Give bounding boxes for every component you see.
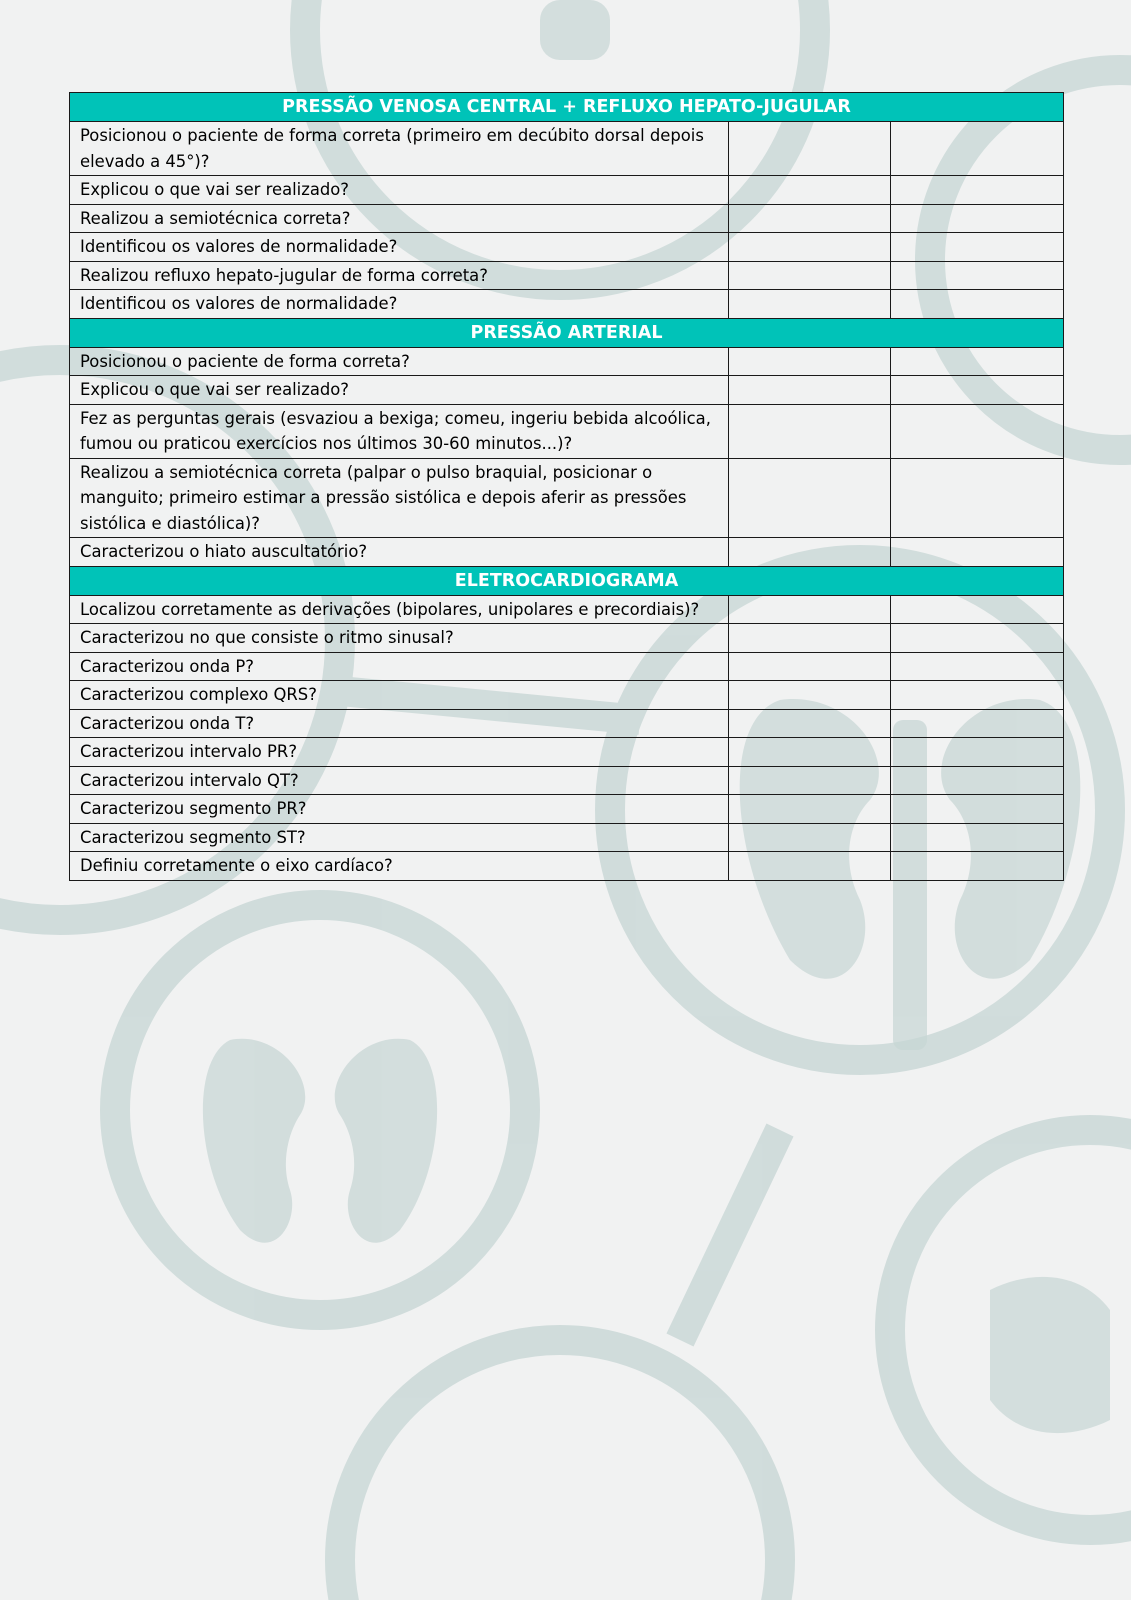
checklist-row (70, 595, 1064, 624)
checklist-row (70, 624, 1064, 653)
checklist-row (70, 681, 1064, 710)
answer-cell[interactable] (729, 176, 891, 205)
answer-cell[interactable] (891, 176, 1064, 205)
checklist-row (70, 738, 1064, 767)
checklist-question: Definiu corretamente o eixo cardíaco? (70, 852, 729, 881)
checklist-row (70, 795, 1064, 824)
answer-cell[interactable] (891, 852, 1064, 881)
answer-cell[interactable] (729, 766, 891, 795)
section-header-row (70, 93, 1064, 122)
answer-cell[interactable] (729, 624, 891, 653)
answer-cell[interactable] (891, 404, 1064, 458)
checklist-question: Caracterizou intervalo PR? (70, 738, 729, 767)
answer-cell[interactable] (891, 624, 1064, 653)
answer-cell[interactable] (891, 766, 1064, 795)
answer-cell[interactable] (891, 233, 1064, 262)
checklist-question: Posicionou o paciente de forma correta (primeiro em decúbito dorsal depois elevado a 45°)? (70, 122, 729, 176)
checklist-table (69, 92, 1064, 881)
answer-cell[interactable] (729, 458, 891, 538)
section-header-row (70, 318, 1064, 347)
checklist-question: Caracterizou o hiato auscultatório? (70, 538, 729, 567)
answer-cell[interactable] (729, 204, 891, 233)
section-title: PRESSÃO ARTERIAL (70, 318, 1064, 347)
answer-cell[interactable] (891, 795, 1064, 824)
answer-cell[interactable] (891, 290, 1064, 319)
checklist-question: Realizou a semiotécnica correta? (70, 204, 729, 233)
answer-cell[interactable] (729, 852, 891, 881)
answer-cell[interactable] (729, 681, 891, 710)
answer-cell[interactable] (891, 823, 1064, 852)
answer-cell[interactable] (729, 376, 891, 405)
checklist-row (70, 347, 1064, 376)
answer-cell[interactable] (891, 261, 1064, 290)
checklist-row (70, 766, 1064, 795)
checklist-question: Localizou corretamente as derivações (bipolares, unipolares e precordiais)? (70, 595, 729, 624)
answer-cell[interactable] (891, 458, 1064, 538)
answer-cell[interactable] (891, 709, 1064, 738)
checklist-question: Identificou os valores de normalidade? (70, 290, 729, 319)
section-header-row (70, 566, 1064, 595)
checklist-question: Realizou refluxo hepato-jugular de forma correta? (70, 261, 729, 290)
answer-cell[interactable] (891, 595, 1064, 624)
checklist-question: Caracterizou no que consiste o ritmo sinusal? (70, 624, 729, 653)
answer-cell[interactable] (729, 738, 891, 767)
answer-cell[interactable] (891, 652, 1064, 681)
answer-cell[interactable] (891, 738, 1064, 767)
checklist-row (70, 290, 1064, 319)
answer-cell[interactable] (891, 538, 1064, 567)
answer-cell[interactable] (729, 290, 891, 319)
checklist-row (70, 538, 1064, 567)
checklist-row (70, 261, 1064, 290)
checklist-question: Caracterizou complexo QRS? (70, 681, 729, 710)
answer-cell[interactable] (729, 823, 891, 852)
answer-cell[interactable] (891, 347, 1064, 376)
answer-cell[interactable] (729, 261, 891, 290)
answer-cell[interactable] (729, 404, 891, 458)
checklist-row (70, 404, 1064, 458)
checklist-question: Explicou o que vai ser realizado? (70, 176, 729, 205)
answer-cell[interactable] (729, 122, 891, 176)
answer-cell[interactable] (729, 347, 891, 376)
checklist-question: Caracterizou intervalo QT? (70, 766, 729, 795)
answer-cell[interactable] (729, 652, 891, 681)
checklist-question: Realizou a semiotécnica correta (palpar o pulso braquial, posicionar o manguito; primeiro estimar a pressão sistólica e depois aferir as pressões sistólica e diastólica)? (70, 458, 729, 538)
checklist-question: Caracterizou segmento PR? (70, 795, 729, 824)
checklist-question: Fez as perguntas gerais (esvaziou a bexiga; comeu, ingeriu bebida alcoólica, fumou ou praticou exercícios nos últimos 30-60 minutos...)? (70, 404, 729, 458)
answer-cell[interactable] (891, 376, 1064, 405)
checklist-row (70, 709, 1064, 738)
answer-cell[interactable] (729, 709, 891, 738)
answer-cell[interactable] (729, 795, 891, 824)
answer-cell[interactable] (729, 538, 891, 567)
answer-cell[interactable] (729, 595, 891, 624)
checklist-question: Caracterizou onda P? (70, 652, 729, 681)
answer-cell[interactable] (891, 122, 1064, 176)
checklist-row (70, 204, 1064, 233)
answer-cell[interactable] (729, 233, 891, 262)
checklist-row (70, 652, 1064, 681)
checklist-question: Caracterizou onda T? (70, 709, 729, 738)
checklist-question: Explicou o que vai ser realizado? (70, 376, 729, 405)
checklist-row (70, 458, 1064, 538)
checklist-question: Caracterizou segmento ST? (70, 823, 729, 852)
section-title: ELETROCARDIOGRAMA (70, 566, 1064, 595)
thyroid-icon (990, 1277, 1110, 1433)
checklist-row (70, 233, 1064, 262)
stethoscope-icon (540, 0, 610, 60)
checklist-question: Identificou os valores de normalidade? (70, 233, 729, 262)
section-title: PRESSÃO VENOSA CENTRAL + REFLUXO HEPATO-JUGULAR (70, 93, 1064, 122)
answer-cell[interactable] (891, 204, 1064, 233)
checklist-row (70, 176, 1064, 205)
checklist-row (70, 376, 1064, 405)
checklist-row (70, 852, 1064, 881)
checklist-question: Posicionou o paciente de forma correta? (70, 347, 729, 376)
checklist-row (70, 823, 1064, 852)
answer-cell[interactable] (891, 681, 1064, 710)
checklist-row (70, 122, 1064, 176)
